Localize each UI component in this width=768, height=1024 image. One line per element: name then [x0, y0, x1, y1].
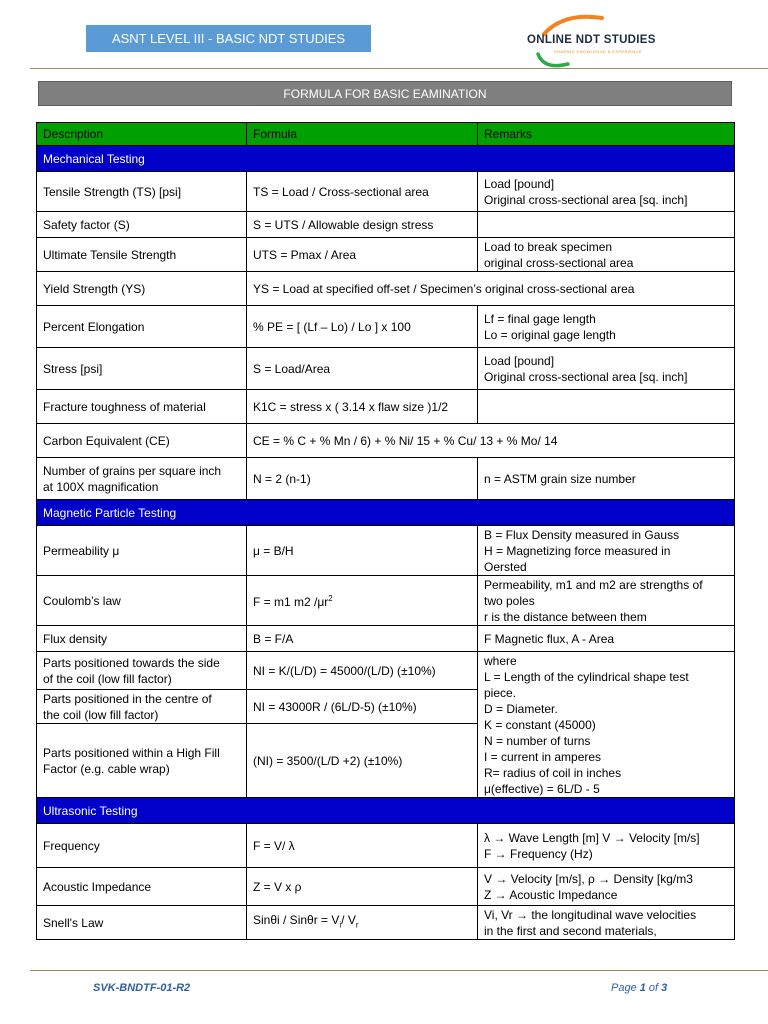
section-row-magnetic	[37, 500, 735, 526]
description-cell	[37, 652, 247, 690]
formula-cell: S = UTS / Allowable design stress	[247, 212, 478, 238]
formula-table	[36, 122, 735, 940]
header-rule	[30, 68, 768, 69]
formula-text: Sinθi / Sinθr = V	[253, 912, 340, 927]
description-line: Factor (e.g. cable wrap)	[43, 761, 170, 776]
remark-line: r is the distance between them	[484, 609, 647, 624]
description-cell	[37, 724, 247, 798]
remarks-cell	[478, 526, 735, 576]
remark-line: λ → Wave Length [m] V → Velocity [m/s]	[484, 830, 700, 845]
formula-cell	[247, 906, 478, 940]
table-row	[37, 348, 735, 390]
description-cell: Tensile Strength (TS) [psi]	[37, 172, 247, 212]
remark-line: I = current in amperes	[484, 749, 602, 764]
page-of: of	[645, 982, 662, 994]
description-cell: Percent Elongation	[37, 306, 247, 348]
table-row	[37, 526, 735, 576]
table-row	[37, 306, 735, 348]
remark-line: Oersted	[484, 559, 527, 574]
description-cell: Snell's Law	[37, 906, 247, 940]
remark-line: μ(effective) = 6L/D - 5	[484, 781, 600, 796]
formula-text: / V	[341, 912, 356, 927]
remark-line: N = number of turns	[484, 733, 591, 748]
formula-cell: F = V/ λ	[247, 824, 478, 868]
remark-line: H = Magnetizing force measured in	[484, 543, 671, 558]
formula-cell: NI = 43000R / (6L/D-5) (±10%)	[247, 690, 478, 724]
footer-rule	[30, 970, 768, 971]
description-line: Parts positioned within a High Fill	[43, 745, 220, 760]
description-cell: Acoustic Impedance	[37, 868, 247, 906]
remarks-cell	[478, 576, 735, 626]
remarks-cell	[478, 172, 735, 212]
description-line: the coil (low fill factor)	[43, 707, 159, 722]
formula-subscript: r	[355, 920, 359, 930]
formula-subscript: i	[339, 920, 342, 930]
description-cell	[37, 458, 247, 500]
remark-line: R= radius of coil in inches	[484, 765, 622, 780]
formula-cell: N = 2 (n-1)	[247, 458, 478, 500]
formula-cell: μ = B/H	[247, 526, 478, 576]
formula-cell: YS = Load at specified off-set / Specimen’s original cross-sectional area	[247, 272, 735, 306]
remark-line: L = Length of the cylindrical shape test	[484, 669, 689, 684]
remark-line: D = Diameter.	[484, 701, 558, 716]
remark-line: Permeability, m1 and m2 are strengths of	[484, 577, 703, 592]
logo-name: ONLINE NDT STUDIES	[527, 34, 656, 46]
formula-cell: K1C = stress x ( 3.14 x flaw size )1/2	[247, 390, 478, 424]
formula-cell: Z = V x ρ	[247, 868, 478, 906]
formula-cell: UTS = Pmax / Area	[247, 238, 478, 272]
remark-line: in the first and second materials,	[484, 923, 657, 938]
table-header-row	[37, 123, 735, 146]
table-row	[37, 390, 735, 424]
page-word: Page	[611, 982, 640, 994]
formula-superscript: 2	[328, 594, 333, 603]
remarks-cell	[478, 238, 735, 272]
remark-line: Load [pound]	[484, 176, 555, 191]
description-line: at 100X magnification	[43, 479, 159, 494]
header-banner: ASNT LEVEL III - BASIC NDT STUDIES	[86, 25, 371, 52]
col-header-remarks: Remarks	[478, 123, 735, 146]
description-line: Parts positioned towards the side	[43, 655, 220, 670]
description-cell: Fracture toughness of material	[37, 390, 247, 424]
remarks-cell	[478, 824, 735, 868]
description-cell	[37, 690, 247, 724]
table-row	[37, 868, 735, 906]
page-number	[611, 982, 667, 994]
formula-cell: S = Load/Area	[247, 348, 478, 390]
remark-line: Load to break specimen	[484, 239, 613, 254]
remark-line: two poles	[484, 593, 535, 608]
table-row	[37, 906, 735, 940]
remark-line: Z → Acoustic Impedance	[484, 887, 618, 902]
remark-line: Original cross-sectional area [sq. inch]	[484, 369, 688, 384]
table-row	[37, 172, 735, 212]
description-cell: Permeability μ	[37, 526, 247, 576]
formula-cell: TS = Load / Cross-sectional area	[247, 172, 478, 212]
remarks-cell: n = ASTM grain size number	[478, 458, 735, 500]
formula-cell	[247, 576, 478, 626]
remark-line: Vi, Vr → the longitudinal wave velocities	[484, 907, 697, 922]
table-row	[37, 576, 735, 626]
remarks-cell-where	[478, 652, 735, 798]
remark-line: original cross-sectional area	[484, 255, 634, 270]
remark-line: piece.	[484, 685, 517, 700]
document-code: SVK-BNDTF-01-R2	[93, 982, 191, 994]
description-cell: Safety factor (S)	[37, 212, 247, 238]
remark-line: V → Velocity [m/s], ρ → Density [kg/m3	[484, 871, 693, 886]
description-line: Number of grains per square inch	[43, 463, 222, 478]
description-cell: Stress [psi]	[37, 348, 247, 390]
table-row	[37, 652, 735, 690]
table-row	[37, 458, 735, 500]
table-row	[37, 824, 735, 868]
table-row	[37, 238, 735, 272]
section-title: Ultrasonic Testing	[37, 798, 735, 824]
table-row	[37, 424, 735, 458]
remark-line: F → Frequency (Hz)	[484, 846, 593, 861]
remarks-cell	[478, 390, 735, 424]
remarks-cell: F Magnetic flux, A - Area	[478, 626, 735, 652]
remarks-cell	[478, 212, 735, 238]
table-row	[37, 272, 735, 306]
description-cell: Frequency	[37, 824, 247, 868]
description-cell: Carbon Equivalent (CE)	[37, 424, 247, 458]
description-cell: Flux density	[37, 626, 247, 652]
table-row	[37, 626, 735, 652]
section-row-mechanical	[37, 146, 735, 172]
table-row	[37, 212, 735, 238]
remarks-cell	[478, 348, 735, 390]
col-header-description: Description	[37, 123, 247, 146]
remark-line: B = Flux Density measured in Gauss	[484, 527, 680, 542]
remarks-cell	[478, 306, 735, 348]
formula-cell: % PE = [ (Lf – Lo) / Lo ] x 100	[247, 306, 478, 348]
remark-line: K = constant (45000)	[484, 717, 596, 732]
col-header-formula: Formula	[247, 123, 478, 146]
remarks-cell	[478, 868, 735, 906]
remarks-cell	[478, 906, 735, 940]
description-cell: Coulomb’s law	[37, 576, 247, 626]
page-current: 1	[639, 982, 646, 994]
section-title: Magnetic Particle Testing	[37, 500, 735, 526]
remark-line: Load [pound]	[484, 353, 555, 368]
formula-text: F = m1 m2 /μr	[253, 595, 329, 609]
page-total: 3	[661, 982, 668, 994]
formula-cell: B = F/A	[247, 626, 478, 652]
remark-line: Lf = final gage length	[484, 311, 596, 326]
section-title: Mechanical Testing	[37, 146, 735, 172]
logo-tagline: SHARING KNOWLEDGE & EXPERIENCE	[554, 49, 643, 54]
formula-cell: NI = K/(L/D) = 45000/(L/D) (±10%)	[247, 652, 478, 690]
remark-line: where	[484, 653, 517, 668]
page-title: FORMULA FOR BASIC EAMINATION	[38, 81, 732, 106]
formula-cell: (NI) = 3500/(L/D +2) (±10%)	[247, 724, 478, 798]
remark-line: Original cross-sectional area [sq. inch]	[484, 192, 688, 207]
description-line: of the coil (low fill factor)	[43, 671, 172, 686]
online-ndt-studies-logo	[524, 10, 684, 68]
formula-cell: CE = % C + % Mn / 6) + % Ni/ 15 + % Cu/ 13 + % Mo/ 14	[247, 424, 735, 458]
description-cell: Ultimate Tensile Strength	[37, 238, 247, 272]
description-cell: Yield Strength (YS)	[37, 272, 247, 306]
description-line: Parts positioned in the centre of	[43, 691, 212, 706]
remark-line: Lo = original gage length	[484, 327, 616, 342]
section-row-ultrasonic	[37, 798, 735, 824]
